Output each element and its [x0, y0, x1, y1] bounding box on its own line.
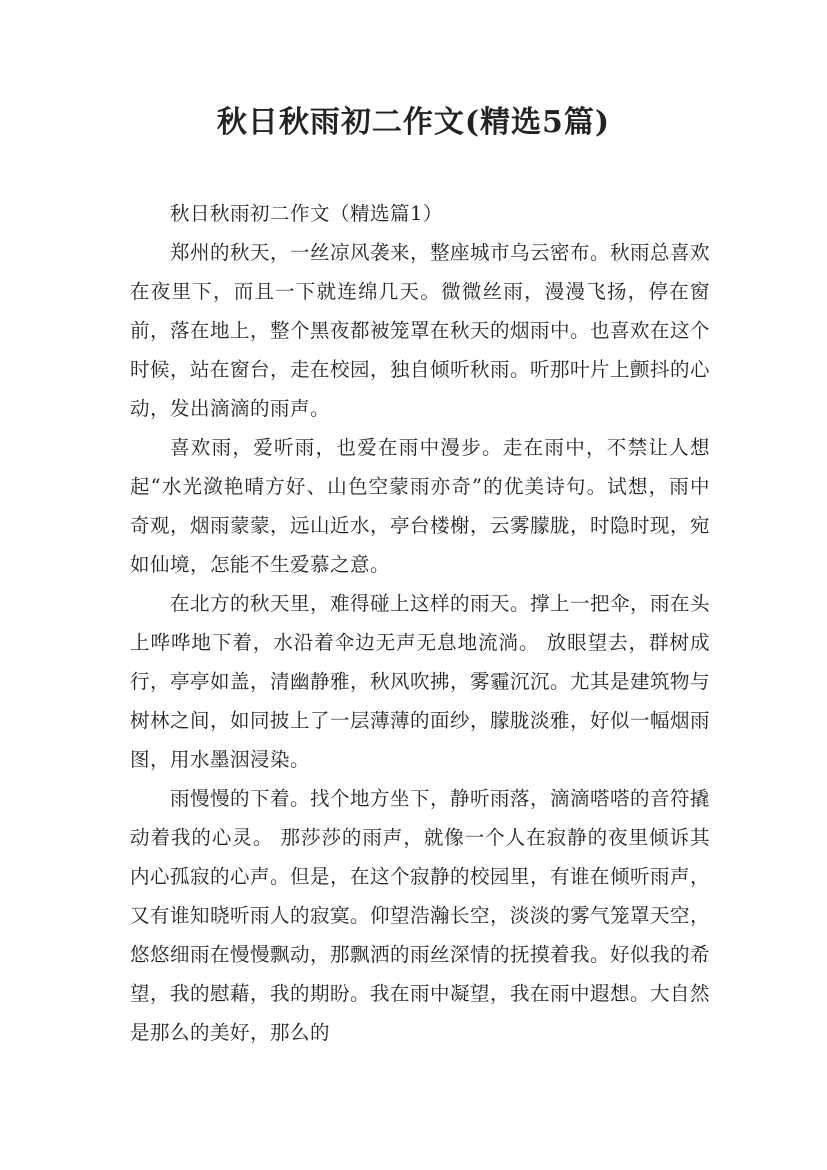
- paragraph-1: 郑州的秋天，一丝凉风袭来，整座城市乌云密布。秋雨总喜欢在夜里下，而且一下就连绵几天。微微丝雨，漫漫飞扬，停在窗前，落在地上，整个黑夜都被笼罩在秋天的烟雨中。也喜欢在这个时候，站在窗台，走在校园，独自倾听秋雨。听那叶片上颤抖的心动，发出滴滴的雨声。: [130, 241, 711, 420]
- document-body: [130, 194, 710, 1052]
- document-title: 秋日秋雨初二作文(精选5篇): [216, 105, 611, 140]
- paragraph-2: 喜欢雨，爱听雨，也爱在雨中漫步。走在雨中，不禁让人想起“水光潋艳晴方好、山色空蒙雨亦奇”的优美诗句。试想，雨中奇观，烟雨蒙蒙，远山近水，亭台楼榭，云雾朦胧，时隐时现，宛如仙境，怎能不生爱慕之意。: [130, 436, 711, 576]
- paragraph-3: 在北方的秋天里，难得碰上这样的雨天。撑上一把伞，雨在头上哗哗地下着，水沿着伞边无声无息地流淌。 放眼望去，群树成行，亭亭如盖，清幽静雅，秋风吹拂，雾霾沉沉。尤其是建筑物与树林之间，如同披上了一层薄薄的面纱，朦胧淡雅，好似一幅烟雨图，用水墨洇浸染。: [130, 592, 711, 771]
- paragraph-4: 雨慢慢的下着。找个地方坐下，静听雨落，滴滴嗒嗒的音符撬动着我的心灵。 那莎莎的雨声，就像一个人在寂静的夜里倾诉其内心孤寂的心声。但是，在这个寂静的校园里，有谁在倾听雨声，又有谁知晓听雨人的寂寞。仰望浩瀚长空，淡淡的雾气笼罩天空，悠悠细雨在慢慢飘动，那飘洒的雨丝深情的抚摸着我。好似我的希望，我的慰藉，我的期盼。我在雨中凝望，我在雨中遐想。大自然是那么的美好，那么的: [130, 787, 711, 1044]
- section-heading: 秋日秋雨初二作文（精选篇1）: [170, 202, 443, 225]
